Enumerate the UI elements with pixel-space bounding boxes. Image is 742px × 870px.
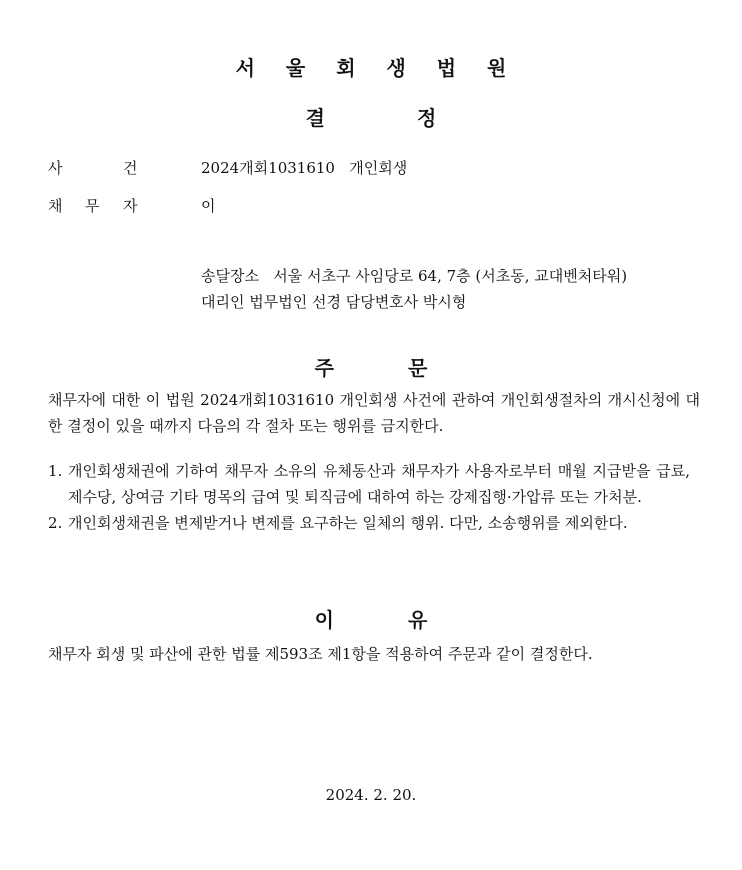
case-row [48, 157, 648, 179]
list-item-text: 개인회생채권에 기하여 채무자 소유의 유체동산과 채무자가 사용자로부터 매월 지급받을 급료, 제수당, 상여금 기타 명목의 급여 및 퇴직금에 대하여 하는 강제집행·가압류 또는 가처분. [68, 462, 690, 506]
case-label-char-2: 건 [123, 159, 138, 177]
case-number: 2024개회1031610 개인회생 [201, 159, 408, 177]
case-label-char-1: 사 [48, 159, 63, 177]
list-item-number: 1. [48, 462, 63, 480]
order-heading [0, 352, 742, 381]
order-heading-part1: 주 [314, 356, 334, 380]
decision-date: 2024. 2. 20. [325, 786, 417, 804]
document-type-part2: 정 [417, 106, 437, 130]
order-intro-paragraph: 채무자에 대한 이 법원 2024개회1031610 개인회생 사건에 관하여 개인회생절차의 개시신청에 대한 결정이 있을 때까지 다음의 각 절차 또는 행위를 금지한다. [48, 391, 700, 435]
document-type-part1: 결 [305, 106, 325, 130]
debtor-row [48, 195, 648, 217]
court-name: 서 울 회 생 법 원 [235, 56, 519, 80]
legal-agent-line: 대리인 법무법인 선경 담당변호사 박시형 [201, 293, 467, 311]
list-item [48, 510, 690, 536]
list-item-text: 개인회생채권을 변제받거나 변제를 요구하는 일체의 행위. 다만, 소송행위를 제외한다. [68, 514, 628, 532]
reason-paragraph: 채무자 회생 및 파산에 관한 법률 제593조 제1항을 적용하여 주문과 같이 결정한다. [48, 645, 593, 663]
document-type-title [0, 102, 742, 131]
debtor-label-char-1: 채 [48, 197, 63, 215]
reason-heading-part1: 이 [314, 608, 334, 632]
order-heading-part2: 문 [408, 356, 428, 380]
list-item-number: 2. [48, 514, 63, 532]
service-address-line: 송달장소 서울 서초구 사임당로 64, 7층 (서초동, 교대벤처타워) [201, 267, 628, 285]
reason-heading [0, 604, 742, 633]
service-address [201, 263, 627, 315]
prohibited-acts-list [48, 458, 690, 536]
reason-heading-part2: 유 [408, 608, 428, 632]
debtor-label-char-3: 자 [123, 197, 138, 215]
debtor-label-char-2: 무 [85, 197, 100, 215]
debtor-name: 이 [201, 197, 216, 215]
list-item [48, 458, 690, 510]
